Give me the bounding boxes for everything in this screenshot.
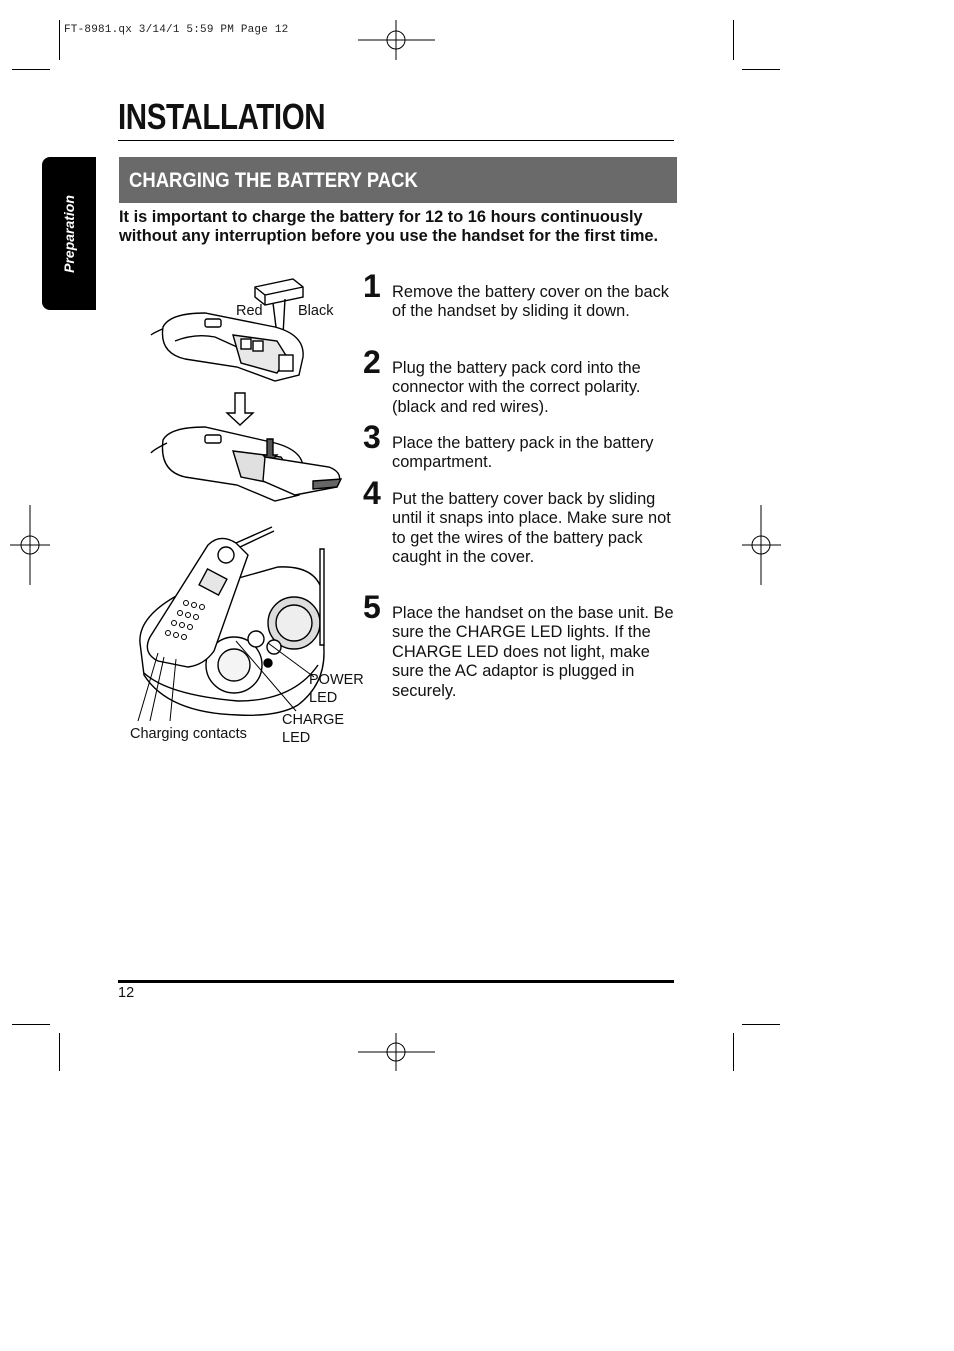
charging-contacts-label: Charging contacts bbox=[130, 726, 247, 742]
footer-rule bbox=[118, 980, 674, 983]
side-tab-label: Preparation bbox=[61, 194, 77, 273]
page-number: 12 bbox=[118, 985, 135, 1001]
power-led-label: POWER LED bbox=[309, 672, 364, 706]
step-text: Place the handset on the base unit. Be sure the CHARGE LED lights. If the CHARGE LED does not light, make sure the AC adaptor is plugged in securely. bbox=[392, 604, 674, 700]
step-number: 3 bbox=[363, 419, 381, 455]
section-title: CHARGING THE BATTERY PACK bbox=[129, 169, 418, 192]
red-wire-label: Red bbox=[236, 303, 263, 319]
page-title: INSTALLATION bbox=[118, 96, 326, 137]
title-rule bbox=[118, 140, 674, 141]
intro-text: It is important to charge the battery for 12 to 16 hours continuously without any interruption before you use the handset for the first time. bbox=[119, 208, 659, 245]
step-text: Plug the battery pack cord into the connector with the correct polarity. (black and red wires). bbox=[392, 359, 641, 416]
charge-led-label: CHARGE LED bbox=[282, 712, 345, 746]
step-number: 5 bbox=[363, 589, 381, 625]
step-number: 1 bbox=[363, 268, 381, 304]
step-number: 2 bbox=[363, 344, 381, 380]
step-number: 4 bbox=[363, 475, 381, 511]
section-header bbox=[119, 157, 677, 203]
step-text: Remove the battery cover on the back of the handset by sliding it down. bbox=[392, 283, 669, 321]
side-tab bbox=[42, 157, 96, 310]
print-slug: FT-8981.qx 3/14/1 5:59 PM Page 12 bbox=[64, 24, 289, 36]
step-text: Place the battery pack in the battery compartment. bbox=[392, 434, 654, 472]
step-text: Put the battery cover back by sliding until it snaps into place. Make sure not to get the wires of the battery pack caught in the cover. bbox=[392, 490, 671, 567]
black-wire-label: Black bbox=[298, 303, 334, 319]
